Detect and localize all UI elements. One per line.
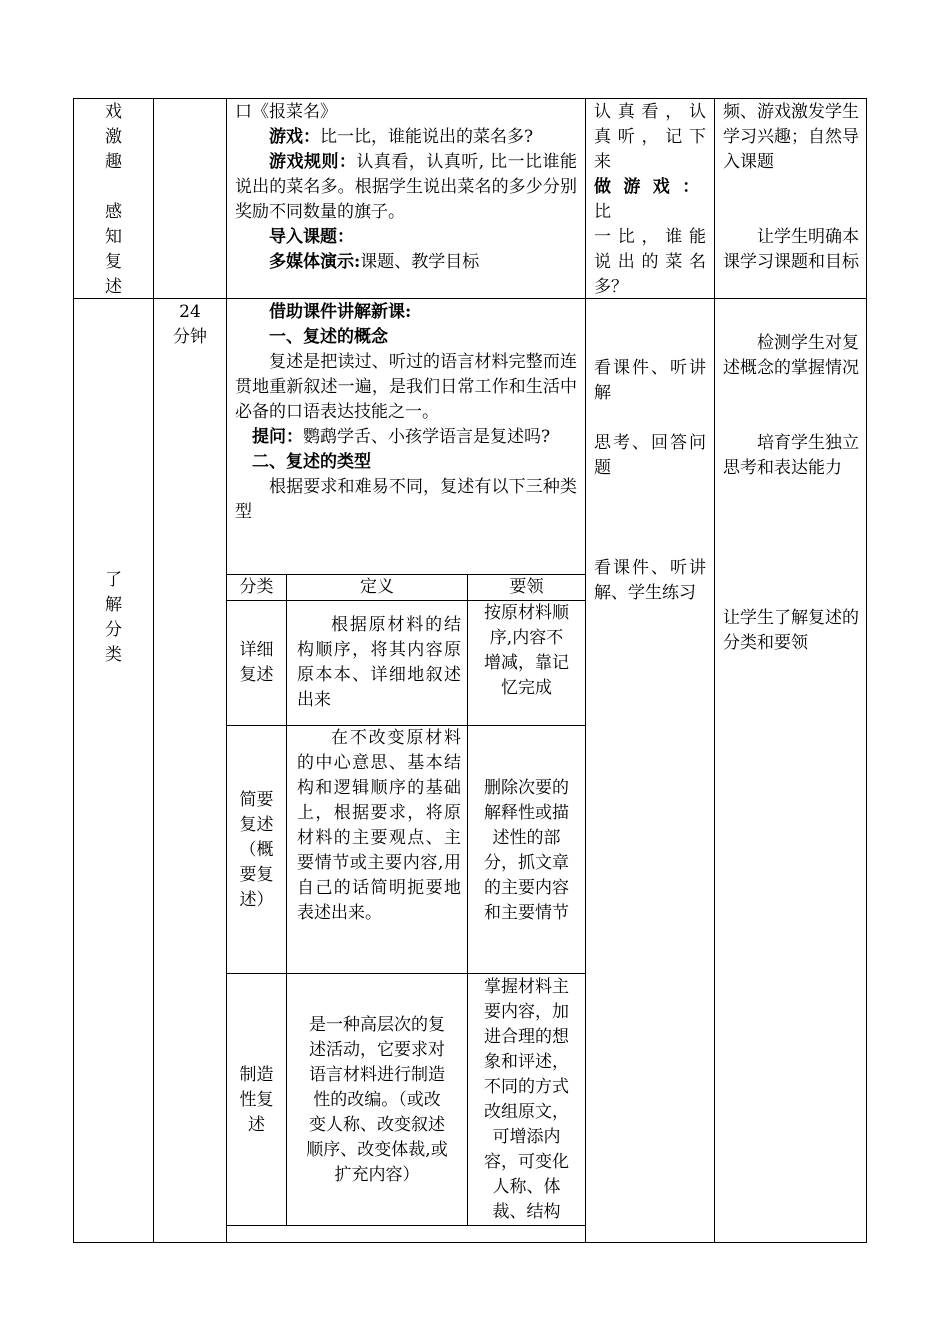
purpose-text: 让学生明确本课学习课题和目标 (723, 227, 859, 272)
rules-text: 认真看，认真听, 比一比谁能说出的菜名多。根据学生说出菜名的多少分别奖励不同数量的旗子。 (235, 152, 578, 222)
key-line: 述性的部 (492, 828, 561, 848)
media-paragraph (235, 250, 577, 275)
question-text: 鹦鹉学舌、小孩学语言是复述吗? (303, 427, 551, 447)
student-line: 一比，谁能 (594, 227, 706, 247)
intro-label: 导入课题： (269, 227, 354, 247)
stage-gap (74, 175, 153, 200)
stage-char: 复 (105, 252, 122, 272)
row2-stage-cell (74, 568, 153, 668)
col-border-1 (153, 98, 154, 1243)
inner-table-row-divider (226, 973, 585, 974)
table-top-border (73, 98, 867, 99)
row2-content-cell (235, 300, 577, 525)
stage-char: 了 (105, 570, 122, 590)
key-line: 解释性或描 (484, 803, 569, 823)
key-line: 按原材料顺 (484, 603, 569, 623)
row1-student-cell (594, 100, 706, 300)
inner-header-definition: 定义 (360, 577, 394, 597)
stage-char: 分 (105, 620, 122, 640)
question-label: 提问： (252, 427, 303, 447)
student-line: 说出的菜名 (594, 252, 706, 272)
media-label: 多媒体演示: (269, 252, 361, 272)
def-line: 述活动，它要求对 (309, 1040, 445, 1060)
key-line: 可增添内 (492, 1127, 561, 1147)
inner-definition-cell (287, 1013, 467, 1188)
student-game-line (594, 175, 706, 225)
row2-student-activity: 思考、回答问题 (594, 433, 706, 478)
stage-char: 激 (105, 127, 122, 147)
row1-content-cell (235, 100, 577, 275)
col-border-4 (714, 98, 715, 1243)
key-line: 容，可变化 (484, 1152, 569, 1172)
student-game-text: 比 (594, 202, 611, 222)
student-line: 多？ (594, 277, 628, 297)
key-line: 删除次要的 (484, 778, 569, 798)
def-line: 变人称、改变叙述 (309, 1115, 445, 1135)
col-border-3 (585, 98, 586, 1243)
type-line: （概 (239, 840, 274, 860)
stage-char: 趣 (105, 152, 122, 172)
inner-type-cell (227, 638, 286, 688)
section-title: 二、复述的类型 (252, 452, 371, 472)
student-line: 认真看，认 (594, 102, 706, 122)
key-line: 和主要情节 (484, 903, 569, 923)
type-line: 简要 (239, 790, 274, 810)
type-line: 述 (248, 1115, 265, 1135)
type-line: 复述 (239, 665, 274, 685)
type-line: 复述 (239, 815, 274, 835)
key-line: 人称、体 (492, 1177, 561, 1197)
inner-definition-cell: 根据原材料的结构顺序，将其内容原原本本、详细地叙述出来 (297, 615, 461, 710)
row1-stage-cell (74, 100, 153, 300)
section-title: 一、复述的概念 (269, 327, 388, 347)
student-line: 来 (594, 152, 611, 172)
stage-char: 述 (105, 277, 122, 297)
key-line: 分，抓文章 (484, 853, 569, 873)
key-line: 要内容，加 (484, 1002, 569, 1022)
def-line: 语言材料进行制造 (309, 1065, 445, 1085)
rules-label: 游戏规则： (269, 152, 357, 172)
stage-char: 戏 (105, 102, 122, 122)
purpose-text: 频、游戏激发学生学习兴趣；自然导入课题 (723, 102, 859, 172)
key-line: 掌握材料主 (484, 977, 569, 997)
def-line: 顺序、改变体裁,或 (306, 1140, 448, 1160)
inner-table-col-divider (467, 574, 468, 1226)
type-line: 要复 (239, 865, 274, 885)
student-game-label: 做游戏： (594, 177, 706, 197)
type-line: 制造 (239, 1065, 274, 1085)
stage-char: 感 (105, 202, 122, 222)
type-line: 详细 (239, 640, 274, 660)
stage-char: 解 (105, 595, 122, 615)
question-paragraph (235, 425, 577, 450)
row2-time-cell (154, 300, 226, 350)
stage-char: 类 (105, 645, 122, 665)
game-label: 游戏： (269, 127, 320, 147)
table-bottom-border (73, 1242, 867, 1243)
concept-paragraph: 复述是把读过、听过的语言材料完整而连贯地重新叙述一遍，是我们日常工作和生活中必备的口语表达技能之一。 (235, 352, 577, 422)
stage-char: 知 (105, 227, 122, 247)
row2-purpose: 检测学生对复述概念的掌握情况 (723, 333, 859, 378)
time-value: 24 (179, 302, 201, 322)
row2-purpose: 让学生了解复述的分类和要领 (723, 608, 859, 653)
inner-keypoints-cell (470, 601, 583, 701)
key-line: 忆完成 (501, 678, 552, 698)
inner-definition-cell: 在不改变原材料的中心意思、基本结构和逻辑顺序的基础上，根据要求，将原材料的主要观点、主要情节或主要内容,用自己的话简明扼要地表述出来。 (297, 728, 461, 923)
inner-header-type: 分类 (239, 577, 274, 597)
inner-keypoints-cell (470, 776, 583, 926)
content-line: 口《报菜名》 (235, 102, 337, 122)
inner-table-bottom (226, 1225, 585, 1226)
type-line: 述） (239, 890, 274, 910)
row2-student-activity: 看课件、听讲解、学生练习 (594, 558, 706, 603)
student-line: 真听，记下 (594, 127, 706, 147)
inner-type-cell (227, 1063, 286, 1138)
def-line: 扩充内容） (334, 1165, 420, 1185)
time-unit: 分钟 (173, 327, 207, 347)
game-paragraph (235, 125, 577, 150)
row2-student-activity: 看课件、听讲解 (594, 358, 706, 403)
inner-header-keypoints: 要领 (509, 577, 544, 597)
type-line: 性复 (239, 1090, 274, 1110)
row-divider (73, 298, 867, 299)
key-line: 进合理的想 (484, 1027, 569, 1047)
lesson-heading: 借助课件讲解新课: (269, 302, 412, 322)
inner-keypoints-cell (470, 975, 583, 1225)
types-paragraph: 根据要求和难易不同，复述有以下三种类型 (235, 477, 577, 522)
row1-purpose-cell (723, 100, 860, 275)
rules-paragraph (235, 150, 577, 225)
media-text: 课题、教学目标 (360, 252, 480, 272)
key-line: 象和评述， (484, 1052, 569, 1072)
game-text: 比一比，谁能说出的菜名多? (320, 127, 534, 147)
def-line: 性的改编。（或改 (313, 1090, 441, 1110)
row2-purpose: 培育学生独立思考和表达能力 (723, 433, 859, 478)
key-line: 不同的方式 (484, 1077, 569, 1097)
def-line: 是一种高层次的复 (309, 1015, 445, 1035)
key-line: 裁、结构 (492, 1202, 561, 1222)
key-line: 的主要内容 (484, 878, 569, 898)
key-line: 增减，靠记 (484, 653, 569, 673)
inner-type-cell (227, 788, 286, 913)
key-line: 序,内容不 (489, 628, 564, 648)
key-line: 改组原文， (484, 1102, 569, 1122)
col-border-right (866, 98, 867, 1243)
